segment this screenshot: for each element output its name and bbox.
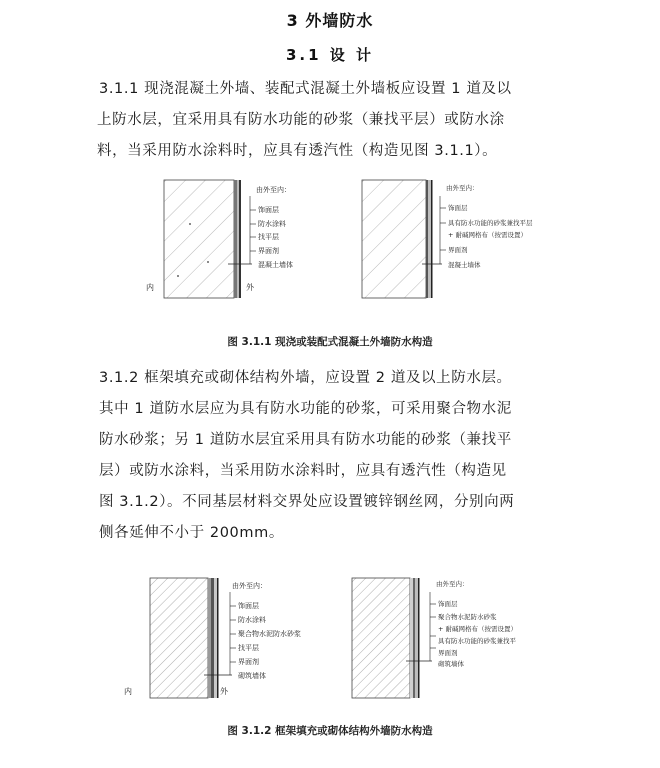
layer-label: 找平层 bbox=[238, 644, 259, 652]
legend-title: 由外至内： bbox=[446, 184, 479, 192]
layer-label: 聚合物水泥防水砂浆 bbox=[238, 630, 301, 638]
outer-side-label: 外 bbox=[220, 687, 228, 696]
layer-label: 饰面层 bbox=[448, 204, 468, 212]
figure-3-1-2-diagram bbox=[120, 576, 570, 706]
clause-3-1-1 bbox=[99, 74, 512, 167]
clause-line: 侧各延伸不小于 200mm。 bbox=[99, 525, 284, 541]
section-title: 3.1 设 计 bbox=[285, 46, 375, 64]
layer-label: 具有防水功能的砂浆兼找平 bbox=[438, 637, 516, 645]
layer-label: 砌筑墙体 bbox=[238, 672, 266, 680]
layer-label: 界面剂 bbox=[238, 658, 259, 666]
layer-label: 防水涂料 bbox=[258, 220, 286, 228]
wall-section-right bbox=[362, 180, 533, 298]
layer-label: 饰面层 bbox=[238, 602, 259, 610]
clause-line: 3.1.1 现浇混凝土外墙、装配式混凝土外墙板应设置 1 道及以 bbox=[99, 81, 512, 97]
clause-line: 3.1.2 框架填充或砌体结构外墙，应设置 2 道及以上防水层。 bbox=[99, 370, 512, 386]
layer-label: 界面剂 bbox=[258, 247, 279, 255]
legend-title: 由外至内： bbox=[256, 186, 291, 194]
layer-label: 混凝土墙体 bbox=[448, 261, 481, 269]
layer-label: 界面剂 bbox=[448, 246, 468, 254]
clause-line: 层）或防水涂料，当采用防水涂料时，应具有透汽性（构造见 bbox=[99, 463, 507, 479]
clause-line: 料，当采用防水涂料时，应具有透汽性（构造见图 3.1.1）。 bbox=[97, 143, 498, 159]
layer-label: 具有防水功能的砂浆兼找平层 bbox=[448, 219, 533, 227]
legend-title: 由外至内： bbox=[436, 580, 469, 588]
chapter-title: 3 外墙防水 bbox=[286, 11, 374, 30]
clause-line: 防水砂浆；另 1 道防水层宜采用具有防水功能的砂浆（兼找平 bbox=[99, 432, 512, 448]
figure-3-1-2-caption: 图 3.1.2 框架填充或砌体结构外墙防水构造 bbox=[227, 725, 433, 737]
layer-label: + 耐碱网格布（按需设置） bbox=[438, 625, 518, 633]
figure-3-1-1-caption: 图 3.1.1 现浇或装配式混凝土外墙防水构造 bbox=[227, 336, 433, 348]
layer-label: 聚合物水泥防水砂浆 bbox=[438, 613, 497, 621]
legend-title: 由外至内： bbox=[232, 582, 267, 590]
layer-label: 找平层 bbox=[258, 233, 279, 241]
layer-label: 饰面层 bbox=[258, 206, 279, 214]
layer-label: 界面剂 bbox=[438, 649, 458, 657]
wall-section-left bbox=[146, 180, 293, 298]
layer-label: 混凝土墙体 bbox=[258, 261, 293, 269]
layer-label: 砌筑墙体 bbox=[438, 660, 464, 668]
outer-side-label: 外 bbox=[246, 283, 254, 292]
figure-3-1-1-diagram bbox=[130, 176, 570, 310]
inner-side-label: 内 bbox=[146, 283, 154, 292]
layer-label: 防水涂料 bbox=[238, 616, 266, 624]
wall-section-right bbox=[352, 578, 517, 698]
clause-3-1-2 bbox=[99, 363, 514, 549]
wall-section-left bbox=[124, 578, 301, 698]
layer-label: + 耐碱网格布（按需设置） bbox=[448, 231, 528, 239]
clause-line: 上防水层，宜采用具有防水功能的砂浆（兼找平层）或防水涂 bbox=[97, 112, 505, 128]
clause-line: 图 3.1.2）。不同基层材料交界处应设置镀锌钢丝网，分别向两 bbox=[99, 494, 515, 510]
clause-line: 其中 1 道防水层应为具有防水功能的砂浆，可采用聚合物水泥 bbox=[99, 401, 512, 417]
layer-label: 饰面层 bbox=[438, 600, 458, 608]
inner-side-label: 内 bbox=[124, 687, 132, 696]
